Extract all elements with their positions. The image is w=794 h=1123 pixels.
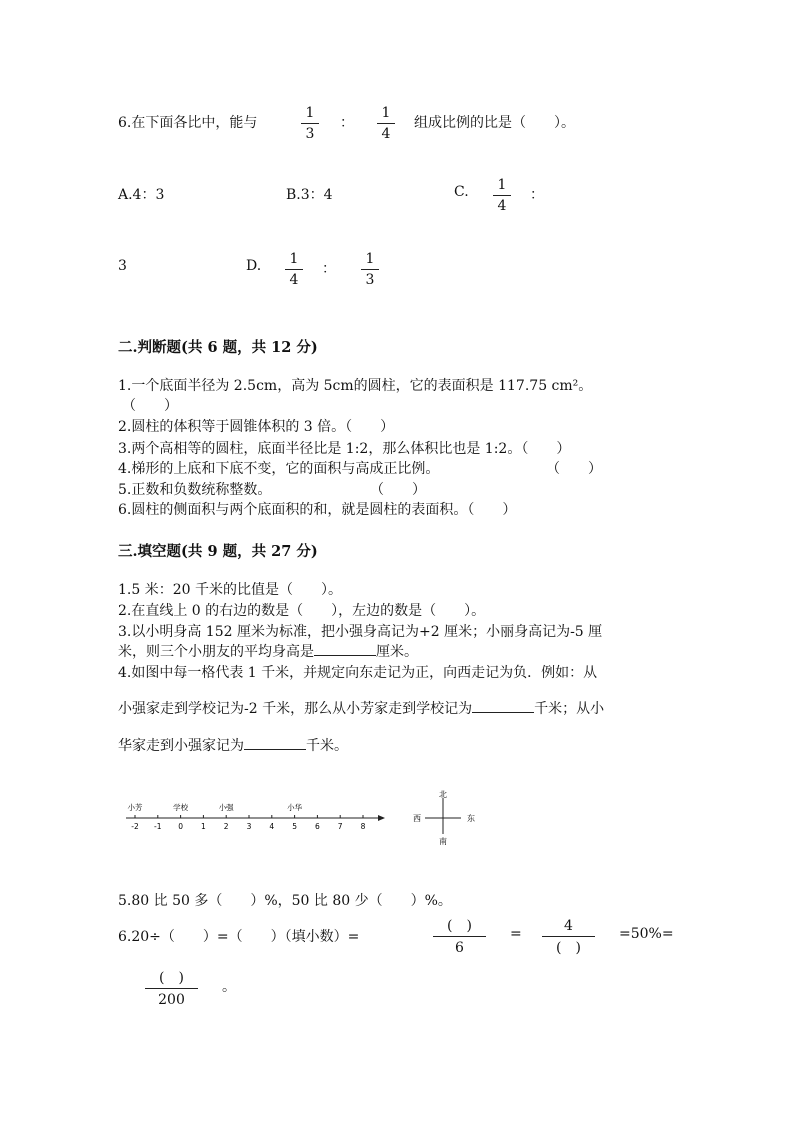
tf-q5-answer-paren: （ ） xyxy=(370,482,426,498)
denominator: 4 xyxy=(493,195,511,213)
fill-q6-fraction-over-6 xyxy=(433,919,486,955)
number-line-arrow xyxy=(378,815,385,821)
fill-q3-line2-unit: 厘米。 xyxy=(376,644,418,660)
fill-q6-end: 。 xyxy=(222,979,236,995)
compass-east: 东 xyxy=(467,814,475,823)
q6-stem-start: 6.在下面各比中，能与 xyxy=(118,115,258,131)
numerator: 1 xyxy=(305,105,315,121)
number-line-tick-label: -1 xyxy=(154,822,162,831)
q6-option-b: B.3：4 xyxy=(286,187,333,203)
fill-q1: 1.5 米：20 千米的比值是（ ）。 xyxy=(118,582,342,598)
fill-q4-line2-text: 小强家走到学校记为-2 千米，那么从小芳家走到学校记为 xyxy=(118,701,473,717)
numerator: 1 xyxy=(497,177,507,193)
tf-q4: 4.梯形的上底和下底不变，它的面积与高成正比例。 xyxy=(118,461,440,477)
number-line-tick-label: -2 xyxy=(131,822,139,831)
tf-q6: 6.圆柱的侧面积与两个底面积的和，就是圆柱的表面积。（ ） xyxy=(118,502,517,518)
compass-north: 北 xyxy=(439,790,447,799)
q6-option-d-fraction-2 xyxy=(361,252,379,287)
number-line-tick-label: 1 xyxy=(201,822,206,831)
fill-q4-line3 xyxy=(118,735,348,755)
fill-q4-line2 xyxy=(118,698,604,718)
q6-colon: ： xyxy=(340,115,354,131)
number-line-tick-label: 2 xyxy=(223,822,229,831)
fill-q3-line2 xyxy=(118,641,418,661)
label-xiaohua: 小华 xyxy=(287,803,303,812)
fill-q6-percent: =50%= xyxy=(619,926,674,942)
numerator: 1 xyxy=(381,105,391,121)
q6-option-a: A.4：3 xyxy=(118,187,165,203)
numerator: ( ) xyxy=(159,970,184,986)
fill-q2: 2.在直线上 0 的右边的数是（ ），左边的数是（ ）。 xyxy=(118,603,486,619)
q6-option-c-colon: ： xyxy=(530,187,544,203)
numerator: 4 xyxy=(564,918,573,934)
denominator: 3 xyxy=(361,269,379,287)
tf-q3: 3.两个高相等的圆柱，底面半径比是 1:2，那么体积比也是 1:2。（ ） xyxy=(118,441,571,457)
number-line-location-labels xyxy=(128,802,303,812)
q6-option-c: C. xyxy=(454,184,469,200)
denominator: 200 xyxy=(145,988,198,1007)
number-line-tick-label: 6 xyxy=(315,822,320,831)
tf-q1-line1: 1.一个底面半径为 2.5cm，高为 5cm的圆柱，它的表面积是 117.75 cm²。 xyxy=(118,378,593,394)
q6-option-c-fraction xyxy=(493,178,511,213)
q6-fraction-one-third xyxy=(301,106,319,141)
fill-q5: 5.80 比 50 多（ ）%，50 比 80 少（ ）%。 xyxy=(118,893,452,909)
answer-blank xyxy=(472,700,534,713)
number-line-tick-label: 4 xyxy=(269,822,275,831)
q6-stem-end: 组成比例的比是（ ）。 xyxy=(414,115,575,131)
fill-q3-line1: 3.以小明身高 152 厘米为标准，把小强身高记为+2 厘米；小丽身高记为-5 厘 xyxy=(118,624,603,640)
fill-q4-line3-unit: 千米。 xyxy=(306,738,348,754)
number-line-figure xyxy=(110,792,395,842)
fill-q4-line2-unit: 千米；从小 xyxy=(534,701,605,717)
answer-blank xyxy=(314,643,376,656)
denominator: 4 xyxy=(377,123,395,141)
fill-q6-start: 6.20÷（ ）=（ ）（填小数）= xyxy=(118,929,360,945)
fill-q6-equals: = xyxy=(510,926,522,942)
label-xiaofang: 小芳 xyxy=(127,803,143,812)
numerator: 1 xyxy=(365,251,375,267)
number-line-tick-label: 8 xyxy=(360,822,366,831)
tf-q5: 5.正数和负数统称整数。 xyxy=(118,482,272,498)
number-line-tick-label: 0 xyxy=(178,822,183,831)
number-line-tick-label: 3 xyxy=(246,822,252,831)
section-2-title: 二.判断题(共 6 题，共 12 分) xyxy=(118,339,318,356)
fill-q4-line1: 4.如图中每一格代表 1 千米，并规定向东走记为正，向西走记为负．例如：从 xyxy=(118,665,598,681)
tf-q2: 2.圆柱的体积等于圆锥体积的 3 倍。（ ） xyxy=(118,419,395,435)
numerator: 1 xyxy=(289,251,299,267)
numerator: ( ) xyxy=(447,918,472,934)
tf-q4-answer-paren: （ ） xyxy=(546,461,602,477)
number-line-tick-label: 5 xyxy=(292,822,297,831)
denominator: 3 xyxy=(301,123,319,141)
label-xiaoqiang: 小强 xyxy=(218,803,234,812)
answer-blank xyxy=(244,737,306,750)
compass-south: 南 xyxy=(439,837,447,846)
fill-q6-fraction-4-over-blank xyxy=(542,919,595,955)
denominator: 4 xyxy=(285,269,303,287)
denominator: 6 xyxy=(433,936,486,955)
section-3-title: 三.填空题(共 9 题，共 27 分) xyxy=(118,543,318,560)
number-line-tick-label: 7 xyxy=(337,822,343,831)
q6-fraction-one-fourth xyxy=(377,106,395,141)
q6-option-d-colon: ： xyxy=(322,261,336,277)
q6-option-c-continued: 3 xyxy=(118,258,127,274)
q6-option-d-fraction-1 xyxy=(285,252,303,287)
q6-option-d: D. xyxy=(246,258,262,274)
number-line-ticks xyxy=(131,815,365,831)
denominator: ( ) xyxy=(542,936,595,955)
compass-figure xyxy=(405,788,480,846)
fill-q3-line2-text: 米，则三个小朋友的平均身高是 xyxy=(118,644,314,660)
compass-west: 西 xyxy=(413,814,421,823)
fill-q4-line3-text: 华家走到小强家记为 xyxy=(118,738,244,754)
tf-q1-answer-paren: （ ） xyxy=(122,398,178,414)
fill-q6-fraction-over-200 xyxy=(145,971,198,1007)
label-school: 学校 xyxy=(173,803,189,812)
